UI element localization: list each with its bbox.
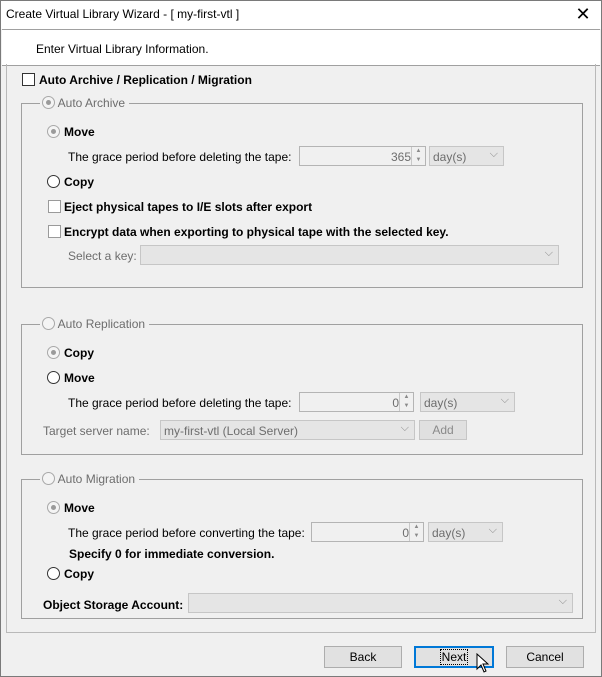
migration-grace-label: The grace period before converting the tape: <box>68 526 305 540</box>
chevron-down-icon: ⌵ <box>489 148 498 160</box>
replication-copy-radio[interactable] <box>47 346 60 359</box>
header-instruction: Enter Virtual Library Information. <box>36 42 209 56</box>
archive-copy-radio[interactable] <box>47 175 60 188</box>
select-key-label: Select a key: <box>68 249 137 263</box>
replication-move-radio[interactable] <box>47 371 60 384</box>
target-server-select[interactable] <box>160 420 415 440</box>
archive-grace-value: 365 <box>390 150 411 164</box>
archive-move-radio[interactable] <box>47 125 60 138</box>
migration-grace-unit-select[interactable] <box>428 522 503 542</box>
replication-grace-unit-select[interactable] <box>420 392 515 412</box>
auto-replication-legend-label: Auto Replication <box>57 317 146 331</box>
close-icon[interactable]: ✕ <box>575 4 591 24</box>
archive-grace-unit-value: day(s) <box>433 150 467 164</box>
replication-move-label: Move <box>64 371 95 385</box>
auto-replication-radio[interactable] <box>42 317 55 330</box>
title-bar <box>1 1 601 29</box>
select-key-dropdown[interactable] <box>140 245 559 265</box>
chevron-down-icon: ⌵ <box>488 524 497 536</box>
migration-copy-radio[interactable] <box>47 567 60 580</box>
archive-grace-input[interactable] <box>299 146 426 166</box>
replication-copy-label: Copy <box>64 346 94 360</box>
spin-up-icon[interactable]: ▲ <box>403 394 410 400</box>
wizard-header <box>2 29 600 66</box>
target-server-value: my-first-vtl (Local Server) <box>164 424 299 438</box>
archive-grace-unit-select[interactable] <box>429 146 504 166</box>
chevron-down-icon: ⌵ <box>400 422 409 434</box>
auto-archive-legend <box>40 96 129 110</box>
archive-grace-label: The grace period before deleting the tape: <box>68 150 292 164</box>
auto-archive-replication-migration-label: Auto Archive / Replication / Migration <box>39 73 252 87</box>
replication-grace-spinner[interactable] <box>399 393 413 411</box>
eject-tapes-label: Eject physical tapes to I/E slots after export <box>64 200 313 214</box>
window-title: Create Virtual Library Wizard - [ my-first-vtl ] <box>6 7 240 21</box>
auto-migration-radio[interactable] <box>42 472 55 485</box>
auto-archive-replication-migration-checkbox[interactable] <box>22 73 35 86</box>
chevron-down-icon: ⌵ <box>558 595 567 607</box>
auto-archive-radio[interactable] <box>42 96 55 109</box>
migration-grace-unit-value: day(s) <box>432 526 466 540</box>
encrypt-data-label: Encrypt data when exporting to physical tape with the selected key. <box>64 225 449 239</box>
archive-grace-spinner[interactable] <box>411 147 425 165</box>
mouse-cursor-icon <box>476 653 490 673</box>
chevron-down-icon: ⌵ <box>544 247 553 259</box>
auto-replication-legend <box>40 317 149 331</box>
chevron-down-icon: ⌵ <box>500 394 509 406</box>
back-button[interactable]: Back <box>324 646 402 668</box>
migration-grace-value: 0 <box>402 526 409 540</box>
spin-down-icon[interactable]: ▼ <box>413 533 420 539</box>
target-server-label: Target server name: <box>43 424 150 438</box>
archive-copy-label: Copy <box>64 175 94 189</box>
spin-up-icon[interactable]: ▲ <box>413 524 420 530</box>
auto-archive-legend-label: Auto Archive <box>57 96 126 110</box>
encrypt-data-checkbox[interactable] <box>48 225 61 238</box>
eject-tapes-checkbox[interactable] <box>48 200 61 213</box>
migration-move-label: Move <box>64 501 95 515</box>
spin-down-icon[interactable]: ▼ <box>403 403 410 409</box>
migration-move-radio[interactable] <box>47 501 60 514</box>
next-button-label: Next <box>441 650 467 664</box>
auto-migration-legend <box>40 472 139 486</box>
object-storage-label: Object Storage Account: <box>43 598 184 612</box>
migration-copy-label: Copy <box>64 567 94 581</box>
replication-grace-label: The grace period before deleting the tape: <box>68 396 292 410</box>
migration-grace-input[interactable] <box>311 522 424 542</box>
replication-grace-value: 0 <box>392 396 399 410</box>
spin-up-icon[interactable]: ▲ <box>415 148 422 154</box>
replication-grace-input[interactable] <box>299 392 414 412</box>
cancel-button[interactable]: Cancel <box>506 646 584 668</box>
migration-grace-spinner[interactable] <box>409 523 423 541</box>
replication-grace-unit-value: day(s) <box>424 396 458 410</box>
spin-down-icon[interactable]: ▼ <box>415 157 422 163</box>
archive-move-label: Move <box>64 125 95 139</box>
object-storage-select[interactable] <box>188 593 573 613</box>
auto-migration-legend-label: Auto Migration <box>57 472 136 486</box>
migration-note: Specify 0 for immediate conversion. <box>69 547 275 561</box>
add-server-button[interactable]: Add <box>419 420 467 440</box>
